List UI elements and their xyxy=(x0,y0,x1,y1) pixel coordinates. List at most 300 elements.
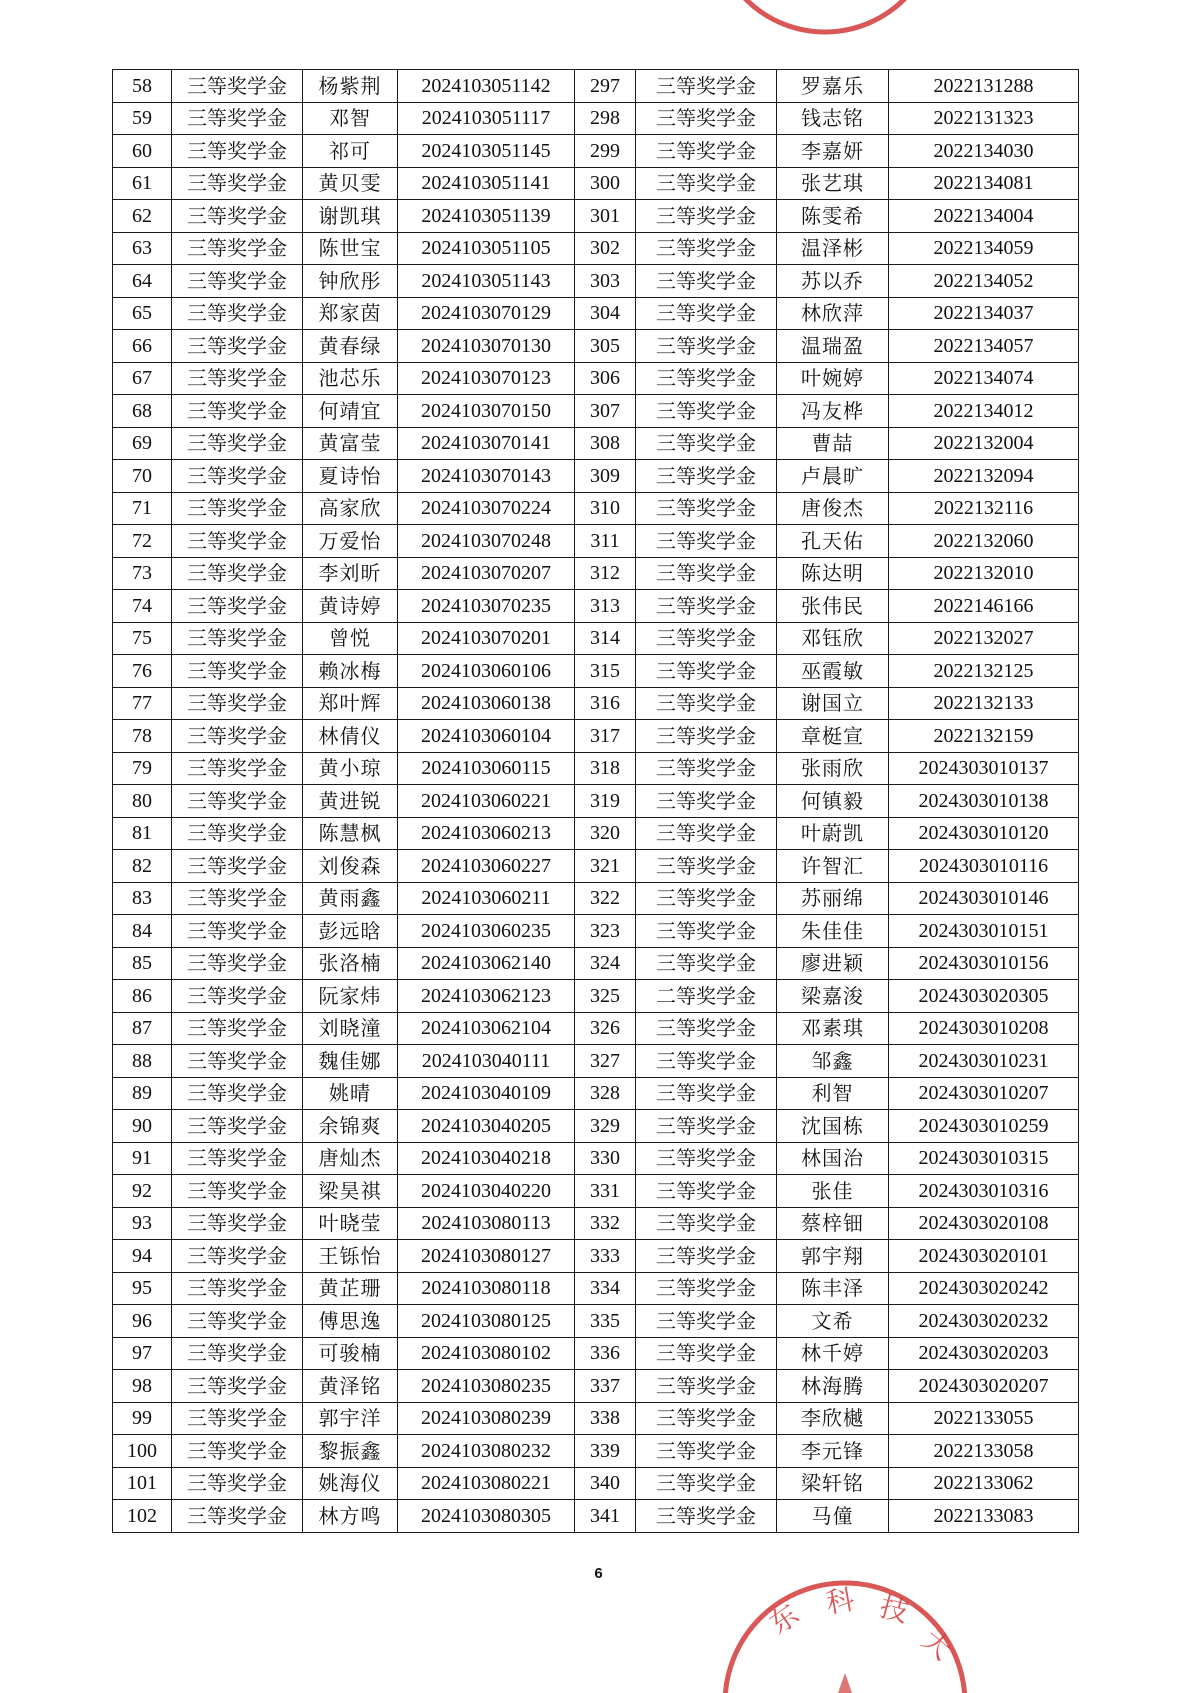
cell-student-id-right: 2022131323 xyxy=(889,102,1079,135)
cell-rank-right: 337 xyxy=(575,1370,636,1403)
cell-rank-right: 297 xyxy=(575,70,636,103)
cell-rank-left: 82 xyxy=(113,850,172,883)
cell-rank-left: 83 xyxy=(113,882,172,915)
table-row xyxy=(113,1305,1079,1338)
table-body xyxy=(113,70,1079,1533)
table-row xyxy=(113,1500,1079,1533)
cell-name-left: 刘俊森 xyxy=(303,850,398,883)
cell-award-right: 三等奖学金 xyxy=(636,427,777,460)
cell-award-left: 三等奖学金 xyxy=(172,1500,303,1533)
cell-student-id-left: 2024103070141 xyxy=(398,427,575,460)
cell-rank-left: 60 xyxy=(113,135,172,168)
cell-award-left: 三等奖学金 xyxy=(172,785,303,818)
cell-award-left: 三等奖学金 xyxy=(172,1012,303,1045)
cell-rank-right: 317 xyxy=(575,720,636,753)
cell-award-left: 三等奖学金 xyxy=(172,232,303,265)
cell-student-id-left: 2024103062104 xyxy=(398,1012,575,1045)
cell-student-id-left: 2024103070248 xyxy=(398,525,575,558)
cell-rank-right: 301 xyxy=(575,200,636,233)
cell-award-left: 三等奖学金 xyxy=(172,265,303,298)
cell-name-right: 苏以乔 xyxy=(777,265,889,298)
table-row xyxy=(113,882,1079,915)
cell-name-left: 祁可 xyxy=(303,135,398,168)
cell-rank-left: 87 xyxy=(113,1012,172,1045)
table-row xyxy=(113,200,1079,233)
cell-student-id-right: 2022132133 xyxy=(889,687,1079,720)
cell-name-right: 郭宇翔 xyxy=(777,1240,889,1273)
cell-rank-right: 310 xyxy=(575,492,636,525)
cell-name-left: 邓智 xyxy=(303,102,398,135)
cell-student-id-right: 2024303020207 xyxy=(889,1370,1079,1403)
cell-name-right: 卢晨旷 xyxy=(777,460,889,493)
cell-award-right: 三等奖学金 xyxy=(636,1077,777,1110)
cell-award-left: 三等奖学金 xyxy=(172,655,303,688)
cell-award-left: 三等奖学金 xyxy=(172,200,303,233)
cell-rank-right: 314 xyxy=(575,622,636,655)
cell-award-right: 三等奖学金 xyxy=(636,1012,777,1045)
table-row xyxy=(113,1240,1079,1273)
cell-award-left: 三等奖学金 xyxy=(172,622,303,655)
table-row xyxy=(113,1012,1079,1045)
cell-rank-right: 298 xyxy=(575,102,636,135)
cell-student-id-right: 2022133058 xyxy=(889,1435,1079,1468)
cell-student-id-left: 2024103060235 xyxy=(398,915,575,948)
cell-award-left: 三等奖学金 xyxy=(172,590,303,623)
cell-name-right: 冯友桦 xyxy=(777,395,889,428)
cell-student-id-left: 2024103060115 xyxy=(398,752,575,785)
cell-award-right: 三等奖学金 xyxy=(636,492,777,525)
cell-rank-right: 309 xyxy=(575,460,636,493)
cell-award-right: 三等奖学金 xyxy=(636,1110,777,1143)
cell-award-right: 三等奖学金 xyxy=(636,785,777,818)
cell-student-id-left: 2024103060221 xyxy=(398,785,575,818)
cell-award-left: 三等奖学金 xyxy=(172,460,303,493)
cell-award-left: 三等奖学金 xyxy=(172,947,303,980)
table-row xyxy=(113,460,1079,493)
cell-name-right: 廖进颖 xyxy=(777,947,889,980)
cell-award-left: 三等奖学金 xyxy=(172,687,303,720)
cell-award-right: 三等奖学金 xyxy=(636,297,777,330)
cell-name-right: 张雨欣 xyxy=(777,752,889,785)
cell-award-left: 三等奖学金 xyxy=(172,882,303,915)
cell-award-right: 三等奖学金 xyxy=(636,557,777,590)
cell-rank-right: 305 xyxy=(575,330,636,363)
table-row xyxy=(113,817,1079,850)
cell-student-id-left: 2024103080235 xyxy=(398,1370,575,1403)
cell-student-id-right: 2022134012 xyxy=(889,395,1079,428)
cell-rank-left: 61 xyxy=(113,167,172,200)
cell-student-id-right: 2024303010208 xyxy=(889,1012,1079,1045)
cell-name-left: 王铄怡 xyxy=(303,1240,398,1273)
cell-name-left: 魏佳娜 xyxy=(303,1045,398,1078)
cell-name-right: 温泽彬 xyxy=(777,232,889,265)
cell-award-left: 三等奖学金 xyxy=(172,102,303,135)
table-row xyxy=(113,1402,1079,1435)
cell-student-id-right: 2022134057 xyxy=(889,330,1079,363)
cell-student-id-right: 2024303020305 xyxy=(889,980,1079,1013)
cell-name-right: 沈国栋 xyxy=(777,1110,889,1143)
cell-award-left: 三等奖学金 xyxy=(172,297,303,330)
table-row xyxy=(113,1077,1079,1110)
cell-rank-left: 81 xyxy=(113,817,172,850)
cell-rank-left: 73 xyxy=(113,557,172,590)
seal-bottom-char-3: 技 xyxy=(876,1589,912,1630)
cell-award-right: 三等奖学金 xyxy=(636,752,777,785)
cell-award-right: 二等奖学金 xyxy=(636,980,777,1013)
cell-name-right: 蔡梓钿 xyxy=(777,1207,889,1240)
cell-rank-left: 69 xyxy=(113,427,172,460)
cell-student-id-left: 2024103062123 xyxy=(398,980,575,1013)
cell-rank-left: 96 xyxy=(113,1305,172,1338)
cell-student-id-left: 2024103080221 xyxy=(398,1467,575,1500)
cell-rank-right: 312 xyxy=(575,557,636,590)
cell-name-left: 谢凯琪 xyxy=(303,200,398,233)
cell-award-left: 三等奖学金 xyxy=(172,817,303,850)
cell-student-id-left: 2024103040218 xyxy=(398,1142,575,1175)
cell-name-left: 郑叶辉 xyxy=(303,687,398,720)
cell-rank-left: 66 xyxy=(113,330,172,363)
table-row xyxy=(113,1272,1079,1305)
cell-name-left: 林方鸣 xyxy=(303,1500,398,1533)
cell-name-right: 巫霞敏 xyxy=(777,655,889,688)
cell-name-left: 黄富莹 xyxy=(303,427,398,460)
cell-name-right: 张伟民 xyxy=(777,590,889,623)
cell-name-right: 陈丰泽 xyxy=(777,1272,889,1305)
cell-student-id-right: 2022134059 xyxy=(889,232,1079,265)
cell-rank-left: 94 xyxy=(113,1240,172,1273)
cell-name-left: 张洛楠 xyxy=(303,947,398,980)
table-row xyxy=(113,687,1079,720)
cell-student-id-right: 2022132060 xyxy=(889,525,1079,558)
cell-student-id-right: 2024303010116 xyxy=(889,850,1079,883)
cell-student-id-right: 2022133055 xyxy=(889,1402,1079,1435)
cell-rank-right: 327 xyxy=(575,1045,636,1078)
cell-student-id-left: 2024103080127 xyxy=(398,1240,575,1273)
cell-award-right: 三等奖学金 xyxy=(636,1207,777,1240)
cell-name-right: 叶蔚凯 xyxy=(777,817,889,850)
table-row xyxy=(113,167,1079,200)
cell-name-right: 温瑞盈 xyxy=(777,330,889,363)
cell-student-id-left: 2024103060104 xyxy=(398,720,575,753)
table-row xyxy=(113,1467,1079,1500)
cell-student-id-left: 2024103060213 xyxy=(398,817,575,850)
cell-rank-right: 335 xyxy=(575,1305,636,1338)
cell-name-left: 黄雨鑫 xyxy=(303,882,398,915)
cell-student-id-right: 2022134081 xyxy=(889,167,1079,200)
cell-award-left: 三等奖学金 xyxy=(172,1045,303,1078)
cell-rank-left: 84 xyxy=(113,915,172,948)
cell-rank-right: 328 xyxy=(575,1077,636,1110)
cell-student-id-right: 2022132004 xyxy=(889,427,1079,460)
cell-name-right: 钱志铭 xyxy=(777,102,889,135)
cell-name-right: 苏丽绵 xyxy=(777,882,889,915)
cell-rank-left: 98 xyxy=(113,1370,172,1403)
cell-name-right: 陈达明 xyxy=(777,557,889,590)
cell-rank-right: 323 xyxy=(575,915,636,948)
cell-rank-right: 313 xyxy=(575,590,636,623)
cell-rank-right: 304 xyxy=(575,297,636,330)
cell-award-left: 三等奖学金 xyxy=(172,1207,303,1240)
cell-award-right: 三等奖学金 xyxy=(636,882,777,915)
table-row xyxy=(113,1045,1079,1078)
cell-rank-left: 78 xyxy=(113,720,172,753)
cell-student-id-right: 2022132094 xyxy=(889,460,1079,493)
cell-student-id-left: 2024103070129 xyxy=(398,297,575,330)
cell-rank-right: 315 xyxy=(575,655,636,688)
cell-rank-left: 97 xyxy=(113,1337,172,1370)
cell-rank-right: 330 xyxy=(575,1142,636,1175)
cell-student-id-right: 2022146166 xyxy=(889,590,1079,623)
cell-rank-left: 90 xyxy=(113,1110,172,1143)
cell-name-left: 高家欣 xyxy=(303,492,398,525)
table-row xyxy=(113,427,1079,460)
cell-rank-left: 86 xyxy=(113,980,172,1013)
cell-student-id-left: 2024103080125 xyxy=(398,1305,575,1338)
cell-rank-right: 299 xyxy=(575,135,636,168)
cell-award-right: 三等奖学金 xyxy=(636,1240,777,1273)
cell-student-id-left: 2024103040109 xyxy=(398,1077,575,1110)
cell-rank-right: 329 xyxy=(575,1110,636,1143)
cell-student-id-right: 2022131288 xyxy=(889,70,1079,103)
cell-award-right: 三等奖学金 xyxy=(636,850,777,883)
table-row xyxy=(113,102,1079,135)
cell-name-left: 姚晴 xyxy=(303,1077,398,1110)
table-row xyxy=(113,785,1079,818)
cell-rank-left: 65 xyxy=(113,297,172,330)
cell-student-id-left: 2024103070201 xyxy=(398,622,575,655)
cell-award-right: 三等奖学金 xyxy=(636,135,777,168)
cell-rank-right: 302 xyxy=(575,232,636,265)
cell-name-left: 何靖宜 xyxy=(303,395,398,428)
cell-award-left: 三等奖学金 xyxy=(172,1240,303,1273)
cell-rank-right: 338 xyxy=(575,1402,636,1435)
table-row xyxy=(113,330,1079,363)
cell-award-left: 三等奖学金 xyxy=(172,980,303,1013)
cell-student-id-right: 2022133062 xyxy=(889,1467,1079,1500)
cell-student-id-left: 2024103080102 xyxy=(398,1337,575,1370)
table-row xyxy=(113,850,1079,883)
cell-award-left: 三等奖学金 xyxy=(172,1175,303,1208)
cell-award-left: 三等奖学金 xyxy=(172,427,303,460)
cell-rank-left: 68 xyxy=(113,395,172,428)
cell-student-id-right: 2022134004 xyxy=(889,200,1079,233)
cell-award-right: 三等奖学金 xyxy=(636,947,777,980)
cell-award-left: 三等奖学金 xyxy=(172,70,303,103)
table-row xyxy=(113,1435,1079,1468)
cell-award-left: 三等奖学金 xyxy=(172,167,303,200)
table-row xyxy=(113,297,1079,330)
cell-rank-right: 326 xyxy=(575,1012,636,1045)
cell-award-right: 三等奖学金 xyxy=(636,1272,777,1305)
cell-award-left: 三等奖学金 xyxy=(172,1337,303,1370)
cell-rank-right: 340 xyxy=(575,1467,636,1500)
cell-award-right: 三等奖学金 xyxy=(636,525,777,558)
cell-name-left: 黄小琼 xyxy=(303,752,398,785)
cell-student-id-left: 2024103080239 xyxy=(398,1402,575,1435)
cell-award-right: 三等奖学金 xyxy=(636,1500,777,1533)
table-row xyxy=(113,752,1079,785)
cell-rank-right: 325 xyxy=(575,980,636,1013)
cell-award-right: 三等奖学金 xyxy=(636,362,777,395)
cell-award-left: 三等奖学金 xyxy=(172,395,303,428)
cell-name-left: 黄贝雯 xyxy=(303,167,398,200)
cell-name-left: 黎振鑫 xyxy=(303,1435,398,1468)
seal-bottom-char-2: 科 xyxy=(823,1582,857,1620)
cell-award-left: 三等奖学金 xyxy=(172,752,303,785)
cell-name-right: 邓钰欣 xyxy=(777,622,889,655)
cell-student-id-right: 2022132010 xyxy=(889,557,1079,590)
cell-award-right: 三等奖学金 xyxy=(636,915,777,948)
cell-name-right: 李欣樾 xyxy=(777,1402,889,1435)
cell-award-left: 三等奖学金 xyxy=(172,362,303,395)
table-row xyxy=(113,265,1079,298)
cell-name-right: 邹鑫 xyxy=(777,1045,889,1078)
cell-rank-left: 76 xyxy=(113,655,172,688)
cell-name-right: 林国治 xyxy=(777,1142,889,1175)
cell-award-right: 三等奖学金 xyxy=(636,1175,777,1208)
cell-rank-left: 64 xyxy=(113,265,172,298)
cell-award-right: 三等奖学金 xyxy=(636,460,777,493)
cell-award-right: 三等奖学金 xyxy=(636,395,777,428)
cell-award-right: 三等奖学金 xyxy=(636,590,777,623)
university-seal-bottom xyxy=(720,1575,970,1693)
table-row xyxy=(113,492,1079,525)
seal-bottom-char-4: 大 xyxy=(915,1623,959,1667)
cell-rank-right: 321 xyxy=(575,850,636,883)
cell-name-left: 赖冰梅 xyxy=(303,655,398,688)
cell-rank-right: 311 xyxy=(575,525,636,558)
cell-name-left: 郑家茵 xyxy=(303,297,398,330)
cell-award-right: 三等奖学金 xyxy=(636,1402,777,1435)
cell-name-left: 钟欣彤 xyxy=(303,265,398,298)
cell-award-right: 三等奖学金 xyxy=(636,1370,777,1403)
cell-award-right: 三等奖学金 xyxy=(636,655,777,688)
cell-award-right: 三等奖学金 xyxy=(636,1337,777,1370)
cell-rank-right: 336 xyxy=(575,1337,636,1370)
cell-student-id-right: 2022134052 xyxy=(889,265,1079,298)
cell-name-left: 可骏楠 xyxy=(303,1337,398,1370)
cell-student-id-left: 2024103051143 xyxy=(398,265,575,298)
cell-award-left: 三等奖学金 xyxy=(172,1402,303,1435)
cell-student-id-right: 2022134074 xyxy=(889,362,1079,395)
cell-name-left: 梁昊祺 xyxy=(303,1175,398,1208)
cell-name-left: 曾悦 xyxy=(303,622,398,655)
cell-award-right: 三等奖学金 xyxy=(636,817,777,850)
cell-student-id-left: 2024103051139 xyxy=(398,200,575,233)
cell-name-left: 郭宇洋 xyxy=(303,1402,398,1435)
cell-award-left: 三等奖学金 xyxy=(172,1370,303,1403)
cell-award-right: 三等奖学金 xyxy=(636,265,777,298)
cell-award-left: 三等奖学金 xyxy=(172,915,303,948)
cell-student-id-left: 2024103080118 xyxy=(398,1272,575,1305)
cell-rank-left: 59 xyxy=(113,102,172,135)
cell-rank-left: 67 xyxy=(113,362,172,395)
cell-name-left: 陈慧枫 xyxy=(303,817,398,850)
cell-name-right: 唐俊杰 xyxy=(777,492,889,525)
cell-student-id-left: 2024103060106 xyxy=(398,655,575,688)
page-number: 6 xyxy=(594,1565,603,1582)
cell-name-left: 杨紫荆 xyxy=(303,70,398,103)
cell-rank-right: 333 xyxy=(575,1240,636,1273)
cell-student-id-left: 2024103070224 xyxy=(398,492,575,525)
cell-award-right: 三等奖学金 xyxy=(636,1045,777,1078)
cell-name-right: 利智 xyxy=(777,1077,889,1110)
table-row xyxy=(113,70,1079,103)
cell-student-id-left: 2024103051117 xyxy=(398,102,575,135)
table-row xyxy=(113,1175,1079,1208)
cell-rank-right: 307 xyxy=(575,395,636,428)
cell-name-right: 李嘉妍 xyxy=(777,135,889,168)
cell-award-left: 三等奖学金 xyxy=(172,135,303,168)
cell-award-left: 三等奖学金 xyxy=(172,1110,303,1143)
cell-student-id-right: 2022132027 xyxy=(889,622,1079,655)
cell-award-right: 三等奖学金 xyxy=(636,167,777,200)
cell-student-id-left: 2024103080113 xyxy=(398,1207,575,1240)
cell-name-left: 池芯乐 xyxy=(303,362,398,395)
cell-rank-right: 332 xyxy=(575,1207,636,1240)
cell-rank-right: 303 xyxy=(575,265,636,298)
cell-name-left: 黄泽铭 xyxy=(303,1370,398,1403)
cell-award-right: 三等奖学金 xyxy=(636,1142,777,1175)
cell-student-id-right: 2022132116 xyxy=(889,492,1079,525)
table-row xyxy=(113,622,1079,655)
cell-rank-left: 75 xyxy=(113,622,172,655)
cell-award-left: 三等奖学金 xyxy=(172,850,303,883)
cell-name-left: 黄进锐 xyxy=(303,785,398,818)
cell-award-right: 三等奖学金 xyxy=(636,720,777,753)
cell-name-left: 刘晓潼 xyxy=(303,1012,398,1045)
cell-rank-left: 79 xyxy=(113,752,172,785)
cell-rank-left: 58 xyxy=(113,70,172,103)
cell-rank-right: 319 xyxy=(575,785,636,818)
cell-award-left: 三等奖学金 xyxy=(172,1467,303,1500)
cell-award-left: 三等奖学金 xyxy=(172,525,303,558)
cell-award-right: 三等奖学金 xyxy=(636,622,777,655)
cell-name-left: 黄诗婷 xyxy=(303,590,398,623)
table-row xyxy=(113,1370,1079,1403)
cell-award-right: 三等奖学金 xyxy=(636,1467,777,1500)
cell-award-left: 三等奖学金 xyxy=(172,1272,303,1305)
cell-rank-left: 80 xyxy=(113,785,172,818)
cell-student-id-right: 2022132125 xyxy=(889,655,1079,688)
cell-rank-left: 89 xyxy=(113,1077,172,1110)
table-row xyxy=(113,915,1079,948)
cell-name-right: 孔天佑 xyxy=(777,525,889,558)
cell-student-id-left: 2024103070130 xyxy=(398,330,575,363)
cell-student-id-left: 2024103051142 xyxy=(398,70,575,103)
cell-award-left: 三等奖学金 xyxy=(172,1077,303,1110)
cell-student-id-right: 2024303010316 xyxy=(889,1175,1079,1208)
cell-student-id-right: 2024303010156 xyxy=(889,947,1079,980)
cell-name-right: 张艺琪 xyxy=(777,167,889,200)
cell-student-id-left: 2024103070207 xyxy=(398,557,575,590)
cell-name-right: 林千婷 xyxy=(777,1337,889,1370)
cell-name-left: 彭远晗 xyxy=(303,915,398,948)
table-row xyxy=(113,557,1079,590)
cell-name-right: 朱佳佳 xyxy=(777,915,889,948)
cell-student-id-right: 2024303010120 xyxy=(889,817,1079,850)
cell-student-id-right: 2024303010315 xyxy=(889,1142,1079,1175)
cell-award-right: 三等奖学金 xyxy=(636,1305,777,1338)
cell-student-id-left: 2024103070143 xyxy=(398,460,575,493)
cell-student-id-right: 2022133083 xyxy=(889,1500,1079,1533)
cell-name-left: 陈世宝 xyxy=(303,232,398,265)
table-row xyxy=(113,1337,1079,1370)
cell-rank-right: 300 xyxy=(575,167,636,200)
cell-name-left: 余锦爽 xyxy=(303,1110,398,1143)
table-row xyxy=(113,135,1079,168)
cell-rank-left: 63 xyxy=(113,232,172,265)
